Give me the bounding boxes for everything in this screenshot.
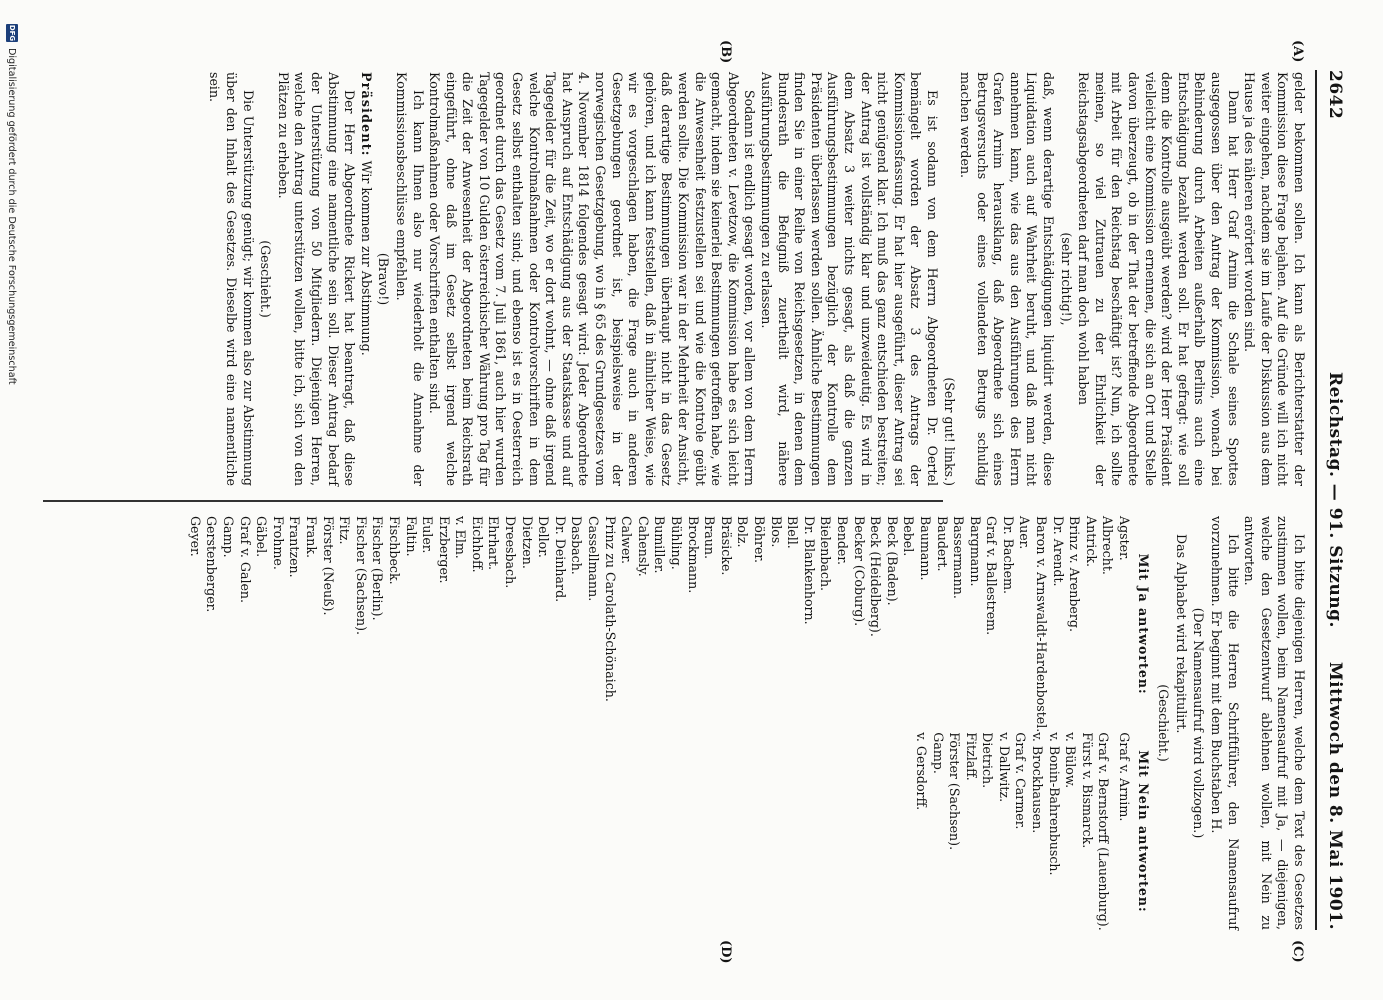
vote-name: Bumiller. <box>652 516 668 574</box>
vote-name: Auer. <box>1017 516 1033 550</box>
vote-name: Dellor. <box>536 516 552 558</box>
vote-name: Bräsicke. <box>718 516 734 576</box>
vote-name: Euler. <box>420 516 436 554</box>
vote-name: Graf v. Galen. <box>237 516 253 604</box>
vote-name: Dr. Deinhard. <box>552 516 568 603</box>
vote-name: Brockmann. <box>685 516 701 594</box>
yes-heading: Mit Ja antworten: <box>1135 553 1151 695</box>
vote-name: Fitzlaff. <box>963 732 979 781</box>
vote-lists <box>186 516 1152 930</box>
vote-name: Geyer. <box>187 516 203 557</box>
vote-name: Fischer (Berlin). <box>370 516 386 621</box>
vote-name: v. Bülow. <box>1063 732 1079 789</box>
vote-name: Baron v. Arnswaldt-Hardenbostel. <box>1034 516 1050 733</box>
interjection: (Bravo!) <box>376 252 392 306</box>
speaker-text: Wir kommen zur Abstimmung. <box>358 160 374 356</box>
vote-name: Bassermann. <box>951 516 967 599</box>
vote-name: Cassellmann. <box>586 516 602 602</box>
right-column <box>186 516 1307 930</box>
vote-name: Fischer (Sachsen). <box>353 516 369 636</box>
no-heading: Mit Nein antworten: <box>1135 750 1151 913</box>
interjection: (sehr richtig!), <box>1058 232 1074 326</box>
vote-name: Frohme. <box>270 516 286 570</box>
session-date: Mittwoch den 8. Mai 1901. <box>1325 661 1345 930</box>
dfg-logo-icon: DFG <box>8 24 16 42</box>
funding-text: Digitalisierung gefördert durch die Deutsche Forschungsgemeinschaft <box>6 48 18 385</box>
vote-name: Dr. Blankenhorn. <box>801 516 817 625</box>
vote-name: v. Bonin-Bahrenbusch. <box>1046 732 1062 876</box>
vote-name: Agster. <box>1117 516 1133 561</box>
vote-name: Dr. Bachem. <box>1000 516 1016 595</box>
vote-name: Graf v. Ballestrem. <box>984 516 1000 636</box>
margin-letter-a: (A) <box>1290 40 1305 63</box>
paragraph: gelder bekommen sollen. Ich kann als Berichterstatter der Kommission diese Frage bejahen. Auf die Gründe will ich nicht weiter eingehen, nachdem sie im Laufe der Diskussion aus dem Hause ja des näheren erörtert worden sind. <box>1242 72 1307 486</box>
vote-name: Baumann. <box>917 516 933 581</box>
vote-name: Gäbel. <box>254 516 270 558</box>
vote-name: Cahensly. <box>635 516 651 577</box>
paragraph: Ich kann Ihnen also nur wiederholt die Annahme der Kommissionsbeschlüsse empfehlen. <box>393 72 426 486</box>
vote-name: Dreesbach. <box>503 516 519 589</box>
vote-name: Dietzen. <box>519 516 535 569</box>
no-list <box>1115 732 1132 930</box>
vote-name: Albrecht. <box>1100 516 1116 575</box>
paragraph: daß, wenn derartige Entschädigungen liquidirt werden, diese Liquidation auch auf Wahrheit beruht, und daß man nicht annehmen kann, wie das aus den Ausführungen des Herrn Grafen Arnim herausklang, daß Abgeordnete sich eines Betrugsversuchs oder eines vollendeten Betrugs schuldig machen werden. <box>958 72 1057 486</box>
margin-letter-d: (D) <box>718 940 733 964</box>
vote-name: Fitz. <box>337 516 353 545</box>
session-title: Reichstag. — 91. Sitzung. <box>1325 372 1345 628</box>
paragraph: Der Herr Abgeordnete Rickert hat beantragt, daß diese Abstimmung eine namentliche sein soll. Dieser Antrag bedarf der Unterstützung von 50 Mitgliedern. Diejenigen Herren, welche den Antrag unterstützen wollen, bitte ich, sich von den Plätzen zu erheben. <box>275 72 358 486</box>
vote-name: Baudert. <box>934 516 950 572</box>
vote-name: Brinz v. Arenberg. <box>1067 516 1083 632</box>
speaker-label: Präsident: <box>358 72 374 157</box>
vote-name: Bender. <box>834 516 850 565</box>
vote-name: Blell. <box>785 516 801 549</box>
vote-name: Eichhoff. <box>469 516 485 573</box>
vote-name: Ehrhart. <box>486 516 502 571</box>
funding-footer <box>5 24 19 984</box>
vote-name: v. Elm. <box>453 516 469 559</box>
vote-name: Faltin. <box>403 516 419 557</box>
yes-list-col1 <box>186 516 1132 732</box>
vote-name: Bühling. <box>669 516 685 570</box>
vote-name: Fischbeck. <box>386 516 402 585</box>
paragraph: Sodann ist endlich gesagt worden, vor allem von dem Herrn Abgeordneten v. Levetzow, die Kommission habe es sich leicht gemacht, indem sie keinerlei Bestimmungen getroffen habe, wie die Anwesenheit festzustellen sei und wie die Kontrole geübt werden sollte. Die Kommission war in der Mehrheit der Ansicht, daß derartige Bestimmungen überhaupt nicht in das Gesetz gehören, und ich kann feststellen, daß in ähnlicher Weise, wie wir es vorgeschlagen haben, die Frage auch in anderen Gesetzgebungen geordnet ist, beispielsweise in der norwegischen Gesetzgebung, wo in § 65 des Grundgesetzes vom 4. November 1814 folgendes gesagt wird: Jeder Abgeordnete hat Anspruch auf Entschädigung aus der Staatskasse und auf Tagegelder für die Zeit, wo er dort wohnt, — ohne daß irgend welche Kontrolmaßnahmen oder Kontrolvorschriften in dem Gesetz selbst enthalten sind; und ebenso ist es in Oesterreich geordnet durch das Gesetz vom 7. Juli 1861, auch hier wurden Tagegelder von 10 Gulden österreichischer Währung pro Tag für die Zeit der Anwesenheit der Abgeordneten beim Reichsrath eingeführt, ohne daß im Gesetz selbst irgend welche Kontrolmaßnahmen oder Vorschriften enthalten sind. <box>427 72 758 486</box>
vote-name: Braun. <box>702 516 718 560</box>
paragraph: Das Alphabet wird rekapitulirt. <box>1173 534 1189 734</box>
vote-name: Beck (Baden). <box>884 516 900 606</box>
left-column <box>206 72 1307 486</box>
margin-letter-c: (C) <box>1290 940 1305 963</box>
vote-name: Graf v. Carmer. <box>1013 732 1029 830</box>
vote-name: Beck (Heidelberg). <box>868 516 884 637</box>
paragraph: Es ist sodann von dem Herrn Abgeordneten Dr. Oertel bemängelt worden der Absatz 3 des Antrags der Kommissionsfassung. Er hat hier ausgeführt, dieser Antrag sei nicht genügend klar. Ich muß das ganz entschieden bestreiten; der Antrag ist vollständig klar und unzweideutig. Es wird in dem Absatz 3 weiter nichts gesagt, als daß die ganzen Ausführungsbestimmungen bezüglich der Kontrolle dem Präsidenten überlassen werden sollen. Ähnliche Bestimmungen finden Sie in einer Reihe von Reichsgesetzen, in denen dem Bundesrath die Befugniß zuertheilt wird, nähere Ausführungsbestimmungen zu erlassen. <box>759 72 940 486</box>
vote-name: Erzberger. <box>436 516 452 584</box>
vote-name: Graf v. Bernstorff (Lauenburg). <box>1096 732 1112 931</box>
vote-name: Becker (Coburg). <box>851 516 867 627</box>
vote-name: Böhrer. <box>752 516 767 564</box>
vote-name: Bolz. <box>735 516 751 548</box>
vote-name: v. Gersdorff. <box>913 732 929 811</box>
vote-name: Bargmann. <box>967 516 983 587</box>
vote-name: Graf v. Arnim. <box>1117 732 1133 822</box>
vote-name: v. Dallwitz. <box>996 732 1012 803</box>
vote-name: Förster (Sachsen). <box>947 732 963 851</box>
interjection: (Der Namensaufruf wird vollzogen.) <box>1191 607 1207 839</box>
vote-name: Frantzen. <box>287 516 303 578</box>
interjection: (Sehr gut! links.) <box>941 377 957 486</box>
vote-name: Gamp. <box>221 516 236 558</box>
vote-name: Calwer. <box>619 516 635 565</box>
paragraph: Dann hat Herr Graf Arnim die Schale seines Spottes ausgegossen über den Antrag der Kommission, wonach bei Behinderung durch Arbeiten außerhalb Berlins auch eine Entschädigung bezahlt werden soll. Er hat gefragt: wie soll denn die Kontrolle ausgeübt werden? wird der Herr Präsident vielleicht eine Kommission ernennen, die sich an Ort und Stelle davon überzeugt, ob in der That der betreffende Abgeordnete mit Arbeit für den Reichstag beschäftigt ist? Nun, ich sollte meinen, so viel Zutrauen zu der Ehrlichkeit der Reichstagsabgeordneten darf man doch wohl haben <box>1076 72 1241 486</box>
vote-name: Dietrich. <box>980 732 996 789</box>
paragraph: Die Unterstützung genügt; wir kommen also zur Abstimmung über den Inhalt des Gesetzes. Dieselbe wird eine namentliche sein. <box>207 72 256 486</box>
vote-name: Förster (Neuß). <box>320 516 336 616</box>
vote-name: Frank. <box>303 516 319 559</box>
column-divider <box>43 500 943 502</box>
paragraph: Ich bitte die Herren Schriftführer, den Namensaufruf vorzunehmen. Er beginnt mit dem Buchstaben H. <box>1209 516 1241 930</box>
vote-name: Bielenbach. <box>818 516 834 592</box>
margin-letter-b: (B) <box>718 40 733 64</box>
vote-name: Dr. Arendt. <box>1050 516 1066 587</box>
vote-name: v. Brockhausen. <box>1030 732 1046 834</box>
vote-name: Gerstenberger. <box>204 516 220 613</box>
vote-name: Prinz zu Carolath-Schönaich. <box>602 516 618 702</box>
paragraph: Ich bitte diejenigen Herren, welche dem Text des Gesetzes zustimmen wollen, beim Namensaufruf mit Ja, — diejenigen, welche den Gesetzentwurf ablehnen wollen, mit Nein zu antworten. <box>1242 516 1307 930</box>
vote-name: Bebel. <box>901 516 917 557</box>
interjection: (Geschieht.) <box>258 240 274 318</box>
page-number: 2642 <box>1325 70 1345 120</box>
yes-list-col2 <box>912 732 1111 930</box>
running-head <box>1315 70 1347 930</box>
vote-name: Dasbach. <box>569 516 585 575</box>
vote-name: Antrick. <box>1083 516 1099 568</box>
vote-name: Blos. <box>768 516 784 548</box>
vote-name: Gamp. <box>930 732 946 774</box>
interjection: (Geschieht.) <box>1156 684 1172 762</box>
vote-name: Fürst v. Bismarck. <box>1079 732 1095 849</box>
